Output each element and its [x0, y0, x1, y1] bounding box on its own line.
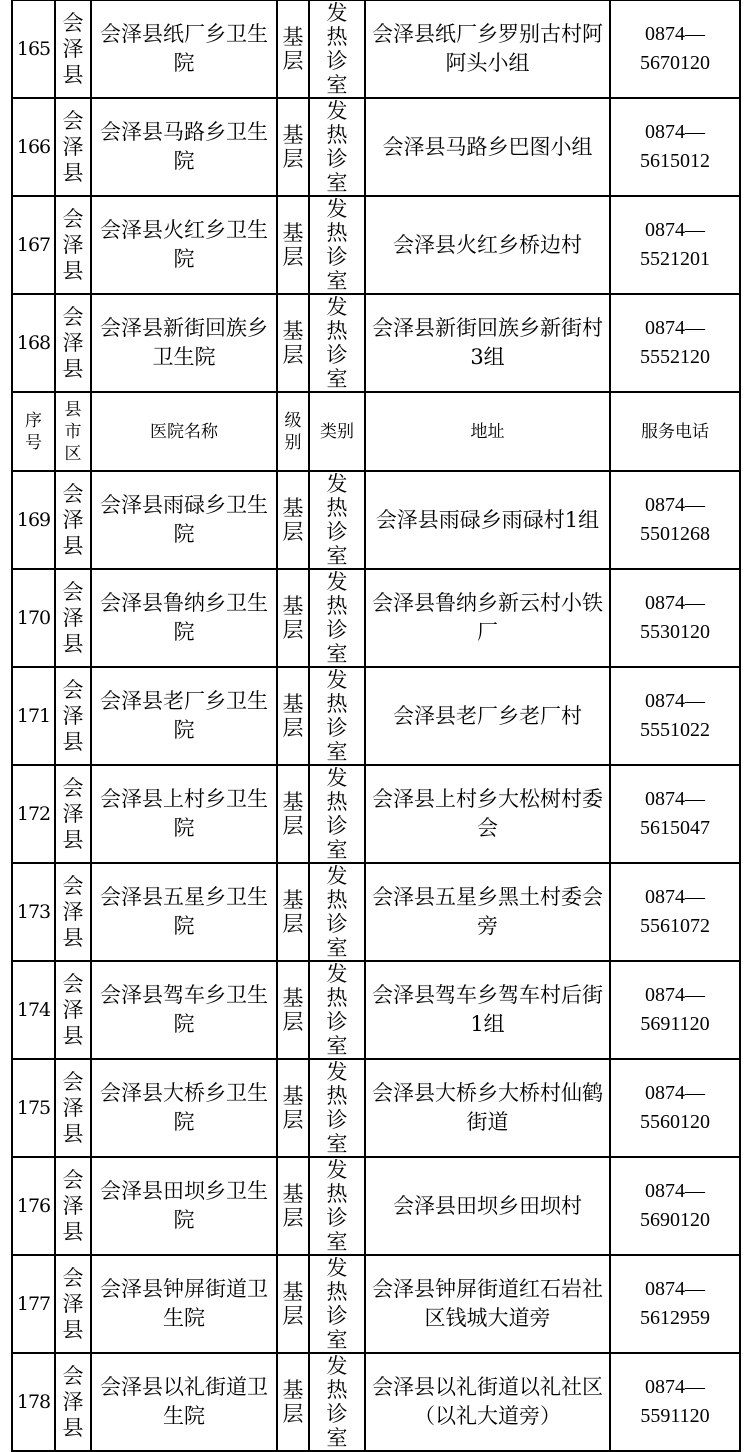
row-category-text: 发热诊室 [326, 295, 348, 391]
row-level [277, 765, 309, 863]
row-level [277, 1059, 309, 1157]
row-level [277, 471, 309, 569]
row-phone: 0874— 5551022 [610, 667, 740, 765]
row-phone: 0874— 5690120 [610, 1157, 740, 1255]
table-row [12, 667, 740, 765]
row-level-text: 基层 [282, 790, 304, 838]
row-county-text: 会泽县 [62, 109, 84, 185]
row-county-text: 会泽县 [62, 482, 84, 558]
table-row [12, 196, 740, 294]
row-county-text: 会泽县 [62, 1168, 84, 1244]
row-address: 会泽县钟屏街道红石岩社区钱城大道旁 [365, 1255, 610, 1353]
row-hospital-name: 会泽县上村乡卫生院 [91, 765, 277, 863]
row-level-text: 基层 [282, 692, 304, 740]
row-level [277, 667, 309, 765]
header-address: 地址 [365, 392, 610, 471]
row-category-text: 发热诊室 [326, 197, 348, 293]
row-category [309, 294, 365, 392]
row-category [309, 0, 365, 98]
row-index: 177 [12, 1255, 55, 1353]
row-level [277, 1255, 309, 1353]
row-level [277, 1157, 309, 1255]
row-hospital-name: 会泽县以礼街道卫生院 [91, 1353, 277, 1451]
row-level [277, 1353, 309, 1451]
row-phone: 0874— 5552120 [610, 294, 740, 392]
row-category [309, 667, 365, 765]
row-category-text: 发热诊室 [326, 962, 348, 1058]
row-level-text: 基层 [282, 1378, 304, 1426]
row-county [55, 98, 91, 196]
row-address: 会泽县以礼街道以礼社区（以礼大道旁） [365, 1353, 610, 1451]
row-hospital-name: 会泽县五星乡卫生院 [91, 863, 277, 961]
row-level-text: 基层 [282, 1182, 304, 1230]
row-phone: 0874— 5521201 [610, 196, 740, 294]
row-hospital-name: 会泽县钟屏街道卫生院 [91, 1255, 277, 1353]
row-county-text: 会泽县 [62, 776, 84, 852]
row-level-text: 基层 [282, 319, 304, 367]
row-phone: 0874— 5530120 [610, 569, 740, 667]
row-level-text: 基层 [282, 25, 304, 73]
row-hospital-name: 会泽县新街回族乡卫生院 [91, 294, 277, 392]
header-county: 县市区 [55, 392, 91, 471]
row-hospital-name: 会泽县大桥乡卫生院 [91, 1059, 277, 1157]
row-category [309, 1353, 365, 1451]
table-row [12, 863, 740, 961]
row-category [309, 1157, 365, 1255]
row-phone: 0874— 5612959 [610, 1255, 740, 1353]
row-county [55, 1157, 91, 1255]
row-address: 会泽县大桥乡大桥村仙鹤街道 [365, 1059, 610, 1157]
row-hospital-name: 会泽县老厂乡卫生院 [91, 667, 277, 765]
row-category-text: 发热诊室 [326, 1256, 348, 1352]
header-phone: 服务电话 [610, 392, 740, 471]
row-county-text: 会泽县 [62, 207, 84, 283]
table-header-row [12, 392, 740, 471]
row-index: 178 [12, 1353, 55, 1451]
row-category [309, 1255, 365, 1353]
row-level-text: 基层 [282, 1084, 304, 1132]
row-index: 169 [12, 471, 55, 569]
row-address: 会泽县雨碌乡雨碌村1组 [365, 471, 610, 569]
row-category [309, 196, 365, 294]
row-hospital-name: 会泽县田坝乡卫生院 [91, 1157, 277, 1255]
row-phone: 0874— 5560120 [610, 1059, 740, 1157]
row-level [277, 0, 309, 98]
row-hospital-name: 会泽县驾车乡卫生院 [91, 961, 277, 1059]
table-row [12, 765, 740, 863]
row-level [277, 98, 309, 196]
row-county-text: 会泽县 [62, 1364, 84, 1440]
table-body-top [12, 0, 740, 392]
table-body-bottom [12, 471, 740, 1451]
row-category [309, 863, 365, 961]
row-hospital-name: 会泽县马路乡卫生院 [91, 98, 277, 196]
row-phone: 0874— 5561072 [610, 863, 740, 961]
row-address: 会泽县新街回族乡新街村3组 [365, 294, 610, 392]
row-category-text: 发热诊室 [326, 1060, 348, 1156]
row-level [277, 569, 309, 667]
row-county [55, 961, 91, 1059]
row-address: 会泽县鲁纳乡新云村小铁厂 [365, 569, 610, 667]
table-row [12, 1353, 740, 1451]
row-hospital-name: 会泽县鲁纳乡卫生院 [91, 569, 277, 667]
table-header-section [12, 392, 740, 471]
row-county [55, 0, 91, 98]
row-category-text: 发热诊室 [326, 668, 348, 764]
row-level-text: 基层 [282, 123, 304, 171]
row-index: 174 [12, 961, 55, 1059]
table-row [12, 569, 740, 667]
row-county-text: 会泽县 [62, 972, 84, 1048]
row-category-text: 发热诊室 [326, 1158, 348, 1254]
row-hospital-name: 会泽县火红乡卫生院 [91, 196, 277, 294]
row-address: 会泽县驾车乡驾车村后街1组 [365, 961, 610, 1059]
row-index: 165 [12, 0, 55, 98]
table-row [12, 98, 740, 196]
row-county [55, 1353, 91, 1451]
row-level-text: 基层 [282, 594, 304, 642]
row-address: 会泽县上村乡大松树村委会 [365, 765, 610, 863]
row-county [55, 765, 91, 863]
row-category-text: 发热诊室 [326, 766, 348, 862]
row-level [277, 961, 309, 1059]
clinic-table [11, 0, 741, 1452]
row-category-text: 发热诊室 [326, 864, 348, 960]
row-county [55, 1059, 91, 1157]
row-hospital-name: 会泽县雨碌乡卫生院 [91, 471, 277, 569]
row-county [55, 294, 91, 392]
row-phone: 0874— 5670120 [610, 0, 740, 98]
row-county [55, 471, 91, 569]
row-phone: 0874— 5615047 [610, 765, 740, 863]
table-row [12, 961, 740, 1059]
row-index: 175 [12, 1059, 55, 1157]
row-county [55, 863, 91, 961]
row-county-text: 会泽县 [62, 305, 84, 381]
row-category-text: 发热诊室 [326, 99, 348, 195]
row-category [309, 961, 365, 1059]
row-county-text: 会泽县 [62, 874, 84, 950]
row-category [309, 765, 365, 863]
row-index: 170 [12, 569, 55, 667]
row-address: 会泽县马路乡巴图小组 [365, 98, 610, 196]
table-row [12, 1059, 740, 1157]
table-row [12, 471, 740, 569]
row-phone: 0874— 5591120 [610, 1353, 740, 1451]
header-hospital: 医院名称 [91, 392, 277, 471]
row-address: 会泽县火红乡桥边村 [365, 196, 610, 294]
row-index: 171 [12, 667, 55, 765]
header-index: 序号 [12, 392, 55, 471]
row-level [277, 196, 309, 294]
row-address: 会泽县纸厂乡罗别古村阿阿头小组 [365, 0, 610, 98]
row-level [277, 294, 309, 392]
row-hospital-name: 会泽县纸厂乡卫生院 [91, 0, 277, 98]
row-county-text: 会泽县 [62, 580, 84, 656]
row-category-text: 发热诊室 [326, 570, 348, 666]
row-level-text: 基层 [282, 986, 304, 1034]
row-category [309, 1059, 365, 1157]
row-category [309, 569, 365, 667]
row-index: 173 [12, 863, 55, 961]
header-category: 类别 [309, 392, 365, 471]
row-county [55, 1255, 91, 1353]
header-level: 级别 [277, 392, 309, 471]
row-level-text: 基层 [282, 221, 304, 269]
row-address: 会泽县五星乡黑土村委会旁 [365, 863, 610, 961]
table-row [12, 294, 740, 392]
row-county-text: 会泽县 [62, 11, 84, 87]
row-index: 176 [12, 1157, 55, 1255]
table-row [12, 0, 740, 98]
row-level [277, 863, 309, 961]
row-index: 166 [12, 98, 55, 196]
table-row [12, 1255, 740, 1353]
row-level-text: 基层 [282, 1280, 304, 1328]
row-phone: 0874— 5615012 [610, 98, 740, 196]
row-county [55, 667, 91, 765]
row-category-text: 发热诊室 [326, 472, 348, 568]
row-index: 168 [12, 294, 55, 392]
row-phone: 0874— 5501268 [610, 471, 740, 569]
row-category-text: 发热诊室 [326, 1354, 348, 1450]
table-row [12, 1157, 740, 1255]
row-county-text: 会泽县 [62, 1070, 84, 1146]
row-level-text: 基层 [282, 496, 304, 544]
row-category [309, 98, 365, 196]
row-county-text: 会泽县 [62, 678, 84, 754]
row-level-text: 基层 [282, 888, 304, 936]
row-county-text: 会泽县 [62, 1266, 84, 1342]
row-county [55, 569, 91, 667]
row-phone: 0874— 5691120 [610, 961, 740, 1059]
row-county [55, 196, 91, 294]
row-category [309, 471, 365, 569]
row-index: 167 [12, 196, 55, 294]
row-address: 会泽县老厂乡老厂村 [365, 667, 610, 765]
row-index: 172 [12, 765, 55, 863]
row-category-text: 发热诊室 [326, 1, 348, 97]
row-address: 会泽县田坝乡田坝村 [365, 1157, 610, 1255]
